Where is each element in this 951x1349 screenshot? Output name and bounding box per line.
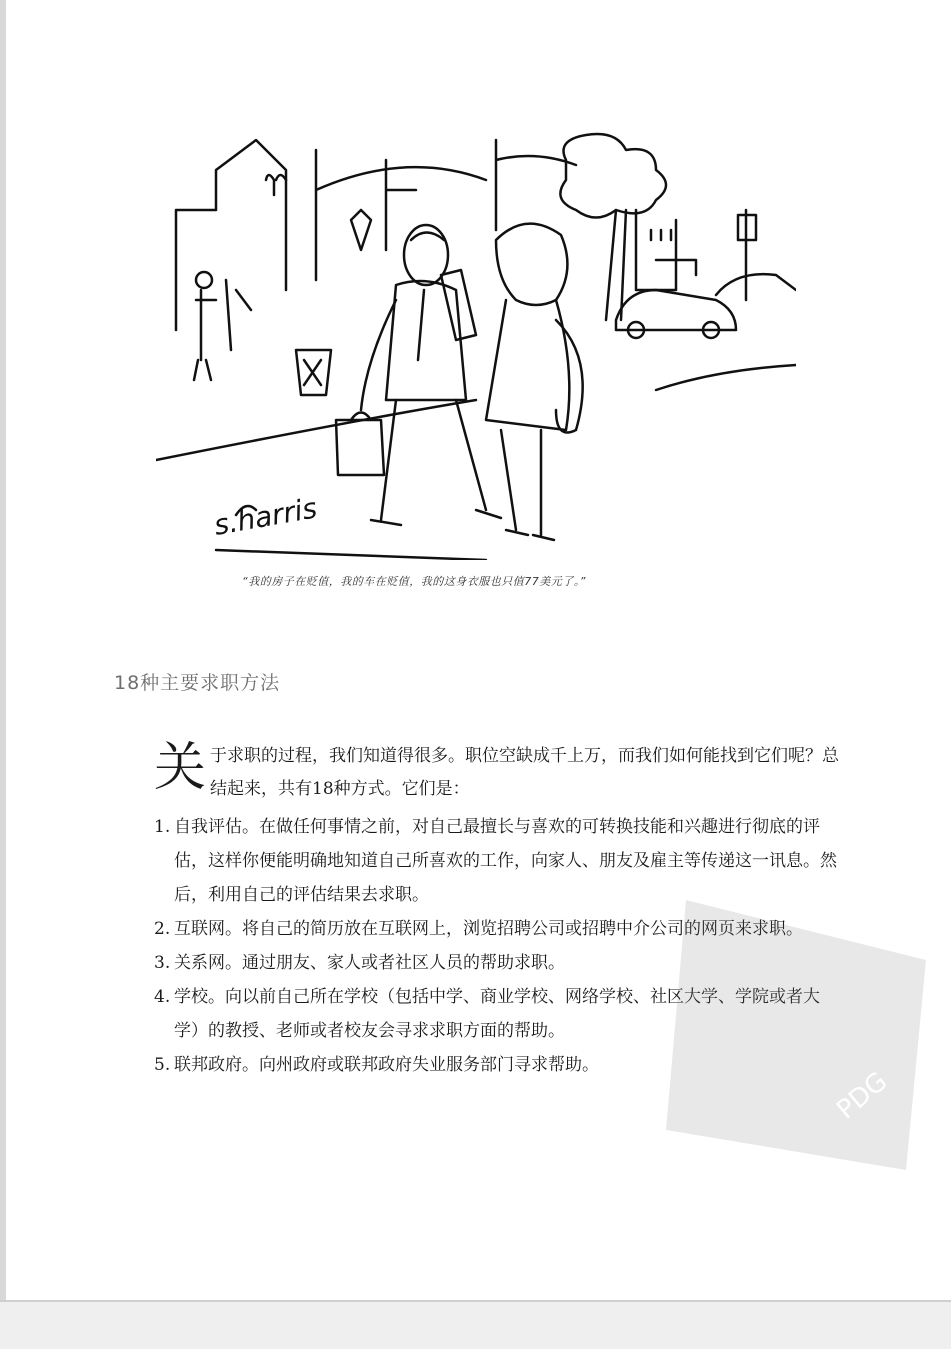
list-item-text: 互联网。将自己的简历放在互联网上，浏览招聘公司或招聘中介公司的网页来求职。: [174, 919, 803, 939]
section-title: 18种主要求职方法: [114, 672, 281, 694]
list-item-text: 联邦政府。向州政府或联邦政府失业服务部门寻求帮助。: [174, 1055, 599, 1075]
dropcap: 关: [154, 738, 207, 798]
watermark-seal: [646, 880, 946, 1180]
watermark-label: PDG: [831, 1066, 894, 1126]
list-item-number: 4.: [154, 987, 171, 1007]
cartoon-signature: s.harris: [211, 491, 320, 542]
list-item-number: 3.: [154, 953, 171, 973]
list-item-text: 关系网。通过朋友、家人或者社区人员的帮助求职。: [174, 953, 565, 973]
cartoon-caption: “我的房子在贬值，我的车在贬值，我的这身衣服也只值77美元了。”: [242, 575, 586, 588]
list-item-number: 1.: [154, 817, 171, 837]
list-item-text: 自我评估。在做任何事情之前，对自己最擅长与喜欢的可转换技能和兴趣进行彻底的评估，这样你便能明确地知道自己所喜欢的工作，向家人、朋友及雇主等传递这一讯息。然后，利用自己的评估结果去求职。: [174, 817, 837, 905]
list-item-text: 学校。向以前自己所在学校（包括中学、商业学校、网络学校、社区大学、学院或者大学）的教授、老师或者校友会寻求求职方面的帮助。: [174, 987, 820, 1041]
intro-paragraph: [154, 740, 844, 806]
intro-text: 于求职的过程，我们知道得很多。职位空缺成千上万，而我们如何能找到它们呢？总结起来，共有18种方式。它们是：: [210, 746, 840, 799]
list-item-number: 2.: [154, 919, 171, 939]
cartoon-illustration: [156, 130, 796, 560]
list-item-number: 5.: [154, 1055, 171, 1075]
page-bottom-band: [0, 1300, 951, 1349]
